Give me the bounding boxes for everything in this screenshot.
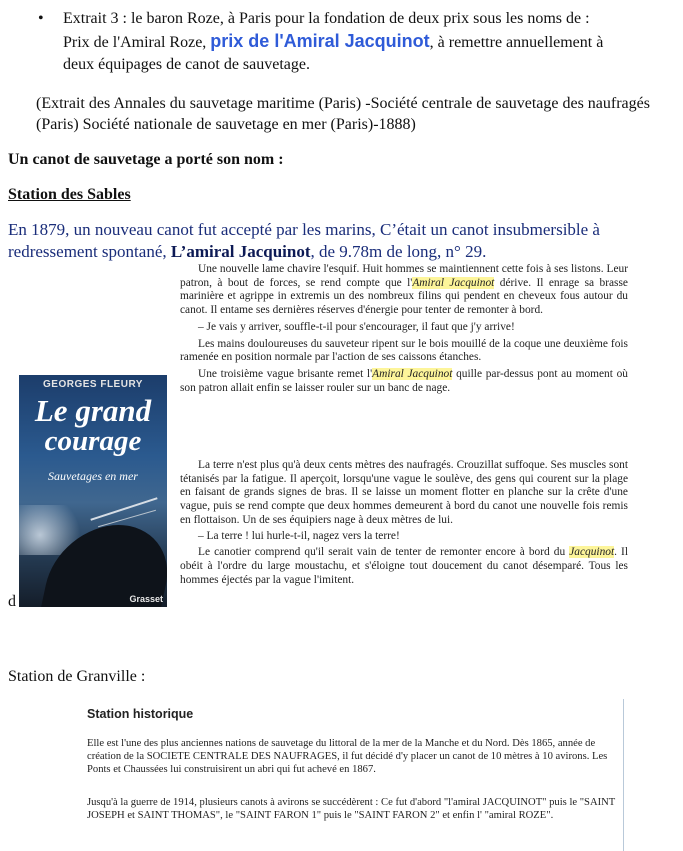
heading-station-sables: Station des Sables: [8, 186, 131, 203]
book-title-2: courage: [44, 425, 142, 457]
heading-canot: Un canot de sauvetage a porté son nom :: [8, 151, 284, 168]
excerpt-para-1: [180, 263, 628, 318]
heading-station-granville: Station de Granville :: [8, 668, 146, 685]
highlight-amiral-jacquinot: Amiral Jacquinot: [412, 276, 495, 289]
stray-char: d: [8, 593, 16, 610]
book-cover-image: [19, 375, 167, 607]
extrait-line2: [63, 30, 676, 54]
prix-jacquinot-link[interactable]: prix de l'Amiral Jacquinot: [210, 31, 430, 51]
book-subtitle: Sauvetages en mer: [48, 469, 138, 483]
intro-paragraph: [8, 219, 676, 263]
excerpt-para-6: – La terre ! lui hurle-t-il, nagez vers la terre!: [198, 529, 400, 542]
intro-bold: L’amiral Jacquinot: [170, 242, 311, 261]
excerpt-para-2: – Je vais y arriver, souffle-t-il pour s'encourager, il faut que j'y arrive!: [198, 320, 515, 333]
extrait-line2-pre: Prix de l'Amiral Roze,: [63, 34, 211, 51]
station-historique-screenshot: [83, 699, 624, 851]
excerpt-p7a: Le canotier comprend qu'il serait vain de tenter de remonter encore à bord du: [198, 546, 570, 559]
bullet: •: [38, 10, 44, 27]
extrait-block: [8, 8, 676, 76]
excerpt-para-7: [180, 546, 628, 587]
excerpt-top: [180, 263, 628, 395]
extrait-line3: deux équipages de canot de sauvetage.: [63, 56, 311, 73]
station-historique-para-2: Jusqu'à la guerre de 1914, plusieurs canots à avirons se succédèrent : Ce fut d'abord "l'amiral JACQUINOT" puis le "SAINT JOSEPH et SAINT THOMAS", le "SAINT FARON 1" puis le "SAINT FARON 2" et enfin l' "amiral ROZE".: [87, 797, 616, 821]
excerpt-para-3: Les mains douloureuses du sauveteur ripent sur le bois mouillé de la coque une deuxième fois ramenée en position normale par l'action de ses caissons étanches.: [180, 337, 628, 364]
excerpt-para-4: [180, 368, 628, 395]
excerpt-p7b: . Il obéit à l'ordre du large moustachu, et s'éloigne tout doucement du canot désemparé. Tous les hommes éjectés par la vague l'imitent.: [180, 546, 628, 586]
intro-post: , de 9.78m de long, n° 29.: [310, 242, 487, 261]
extrait-line2-post: , à remettre annuellement à: [429, 34, 604, 51]
book-author: GEORGES FLEURY: [43, 379, 143, 390]
book-title-1: Le grand: [34, 393, 152, 428]
station-historique-heading: Station historique: [87, 707, 194, 721]
excerpt-p1a: Une nouvelle lame chavire l'esquif. Huit hommes se maintiennent cette fois à ses listons. Leur patron, à bout de forces, se rend compte que l': [180, 263, 628, 289]
excerpt-bottom: [180, 459, 628, 587]
excerpt-p1b: dérive. Il enrage sa brasse marinière et agrippe in extremis un des nombreux filins qui pendent en cheveux fous autour du canot. Il entame ses dernières réserves d'énergie pour tenter de remonter à bord.: [180, 276, 628, 317]
station-historique-para-1: Elle est l'une des plus anciennes nations de sauvetage du littoral de la mer de la Manche et du Nord. Dès 1865, année de création de la SOCIETE CENTRALE DES NAUFRAGES, il fut décidé d'y placer un canot de 10 mètres à 10 avirons. Les Ponts et Chaussées lui construisirent un abri qui fut achevé en 1867.: [87, 738, 608, 775]
source-citation: (Extrait des Annales du sauvetage maritime (Paris) -Société centrale de sauvetage des naufragés (Paris) Société nationale de sauvetage en mer (Paris)-1888): [36, 95, 650, 133]
extrait-line1: Extrait 3 : le baron Roze, à Paris pour la fondation de deux prix sous les noms de :: [63, 10, 590, 27]
intro-pre: En 1879, un nouveau canot fut accepté par les marins, C’était un canot insubmersible à redressement spontané,: [8, 220, 600, 261]
boat-rail: [90, 497, 157, 521]
highlight-jacquinot: Jacquinot: [569, 546, 615, 559]
excerpt-para-5: La terre n'est plus qu'à deux cents mètres des naufragés. Crouzillat suffoque. Ses muscles sont tétanisés par la fatigue. Il aperçoit, lorsqu'une vague le soulève, des gens qui courent sur la plage en faisant de grands signes de bras. Il se laisse un moment flotter en planche sur la crête d'une vague, puis se rend compte que deux hommes demeurent à bord du canot une nouvelle fois remis en flottaison. Un de ses équipiers nage à deux mètres de lui.: [180, 459, 628, 526]
excerpt-p4b: quille par-dessus pont au moment où son patron allait enfin se laisser rouler sur un banc de nage.: [180, 367, 628, 394]
highlight-amiral-jacquinot-2: Amiral Jacquinot: [372, 367, 453, 380]
book-publisher: Grasset: [129, 594, 163, 604]
excerpt-p4a: Une troisième vague brisante remet l': [198, 367, 373, 380]
